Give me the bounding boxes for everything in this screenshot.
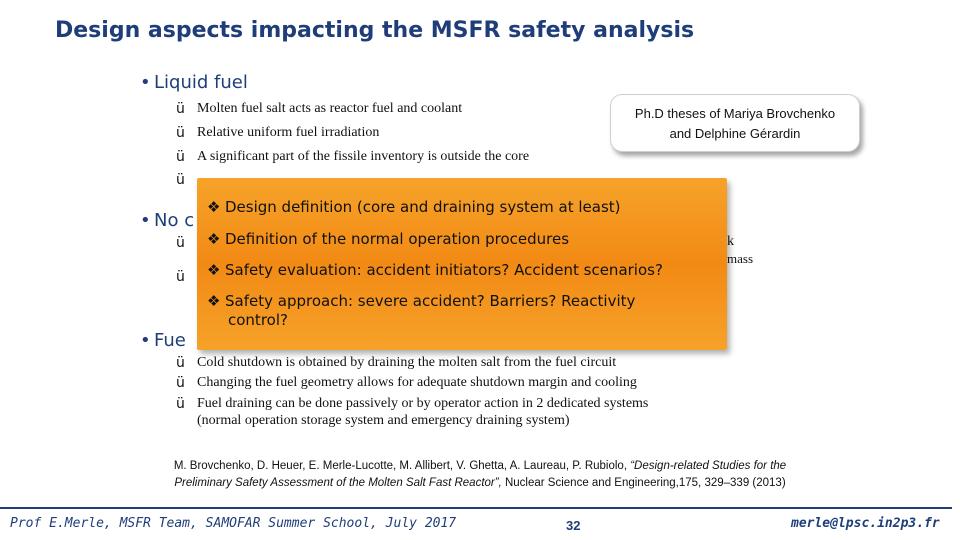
section-fuel (140, 330, 186, 351)
diamond-bullet-icon: ❖ (207, 261, 221, 279)
partial-text-k: k (727, 234, 734, 249)
list-item: Molten fuel salt acts as reactor fuel and coolant (197, 101, 463, 116)
footer-left: Prof E.Merle, MSFR Team, SAMOFAR Summer School, July 2017 (10, 516, 457, 531)
check-icon: ü (176, 101, 185, 117)
list-item: A significant part of the fissile inventory is outside the core (197, 149, 530, 164)
section-label: Fue (154, 330, 186, 351)
box-line-5: control? (228, 311, 288, 329)
section-label: No c (154, 210, 195, 231)
diamond-bullet-icon: ❖ (207, 230, 221, 248)
footer-email: merle@lpsc.in2p3.fr (791, 516, 940, 531)
reference-line-2: Preliminary Safety Assessment of the Molten Salt Fast Reactor”, Nuclear Science and Engineering,175, 329–339 (2013) (174, 477, 786, 489)
check-icon: ü (176, 355, 185, 371)
list-item: Fuel draining can be done passively or by operator action in 2 dedicated systems (197, 396, 649, 411)
box-line-1: ❖ Design definition (core and draining system at least) (207, 198, 621, 216)
bullet: • (140, 72, 151, 93)
page-number: 32 (566, 518, 581, 533)
reference-line-1: M. Brovchenko, D. Heuer, E. Merle-Lucotte, M. Allibert, V. Ghetta, A. Laureau, P. Rubiolo, “Design-related Studies for the (173, 460, 787, 472)
check-icon: ü (176, 125, 185, 141)
check-icon: ü (176, 235, 185, 251)
reference-citation (80, 458, 880, 492)
list-item: Changing the fuel geometry allows for adequate shutdown margin and cooling (197, 375, 637, 390)
check-icon: ü (176, 149, 185, 165)
check-icon: ü (176, 396, 185, 412)
theses-callout (610, 94, 860, 152)
bullet: • (140, 210, 151, 231)
diamond-bullet-icon: ❖ (207, 198, 221, 216)
slide-title: Design aspects impacting the MSFR safety analysis (55, 18, 695, 43)
section-no-core (140, 210, 194, 231)
bullet: • (140, 330, 151, 351)
theses-line-1: Ph.D theses of Mariya Brovchenko (634, 106, 836, 121)
box-line-4: ❖ Safety approach: severe accident? Barriers? Reactivity (207, 292, 636, 310)
box-line-2: ❖ Definition of the normal operation procedures (207, 230, 570, 248)
section-label: Liquid fuel (154, 72, 248, 93)
list-item: Cold shutdown is obtained by draining the molten salt from the fuel circuit (197, 355, 617, 370)
theses-line-2: and Delphine Gérardin (669, 126, 801, 141)
check-icon: ü (176, 269, 185, 285)
check-icon: ü (176, 375, 185, 391)
list-item-continuation: (normal operation storage system and emergency draining system) (197, 413, 570, 428)
partial-text-mass: mass (727, 251, 753, 266)
list-item: Relative uniform fuel irradiation (197, 125, 380, 140)
check-icon: ü (176, 172, 185, 188)
diamond-bullet-icon: ❖ (207, 292, 221, 310)
safety-analysis-box (197, 178, 727, 350)
section-liquid-fuel (140, 72, 248, 93)
box-line-3: ❖ Safety evaluation: accident initiators? Accident scenarios? (207, 261, 663, 279)
